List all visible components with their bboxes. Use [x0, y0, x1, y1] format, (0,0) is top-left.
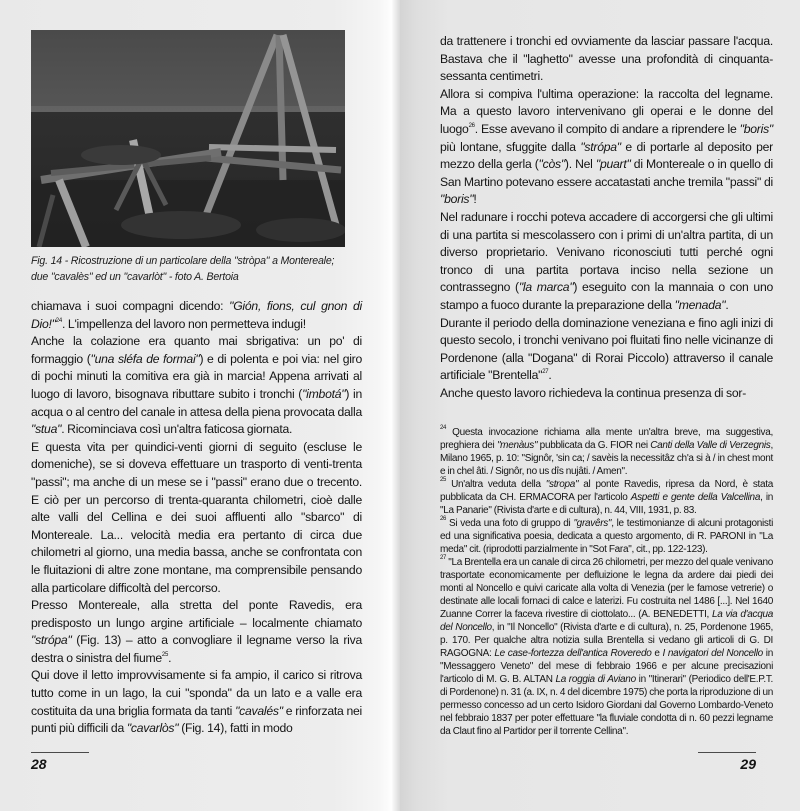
text-run: e: [651, 648, 663, 660]
page-number: 28: [31, 755, 47, 772]
text-run: Qui dove il letto improvvisamente si fa ampio, il carico si ritrova tutto come in un lago, la cui "sponda" da un lato e a valle era costituita da una briglia formata da tanti: [31, 668, 362, 718]
left-column: [31, 30, 362, 792]
right-column: [440, 33, 773, 792]
italic-term: Le case-fortezza dell'antica Roveredo: [494, 648, 652, 660]
text-run: ) e di polenta e poi via: nel giro di pochi minuti la comitiva era già in marcia! Appena arrivati al luogo di lavoro, bisognava ributtare subito i tronchi (: [31, 351, 363, 401]
text-run: in "Itinerari" (Periodico dell'E.P.T. di Pordenone) n. 31 (a. IX, n. 4 del dicembre 1975) che porta la riproduzione di un permesso concesso ad un certo Isidoro Giordani dal Governo Lombardo-Veneto nel febbraio 1837 per poter effettuare "la fluviale condotta di n. 60 pezzi legname da Claut fino al Partidor per il torrente Cellina".: [440, 674, 773, 738]
text-run: e di portarle al deposito per mezzo della gerla (: [440, 139, 773, 172]
text-run: Nel radunare i rocchi poteva accadere di accorgersi che gli ultimi di una partita si mescolassero con i primi di un'altra partita, di un diverso proprietario. Venivano riconosciuti tutti perché ogni tronco di una partita portava inciso nella sezione un contrassegno (: [440, 209, 773, 295]
text-run: ) in acqua o al centro del canale in attesa della piena provocata dalla: [31, 386, 362, 419]
footnote-marker: 25: [440, 477, 447, 484]
italic-term: "gravêrs": [573, 518, 612, 530]
right-body-text: [440, 33, 773, 402]
paragraph: [440, 209, 773, 315]
page-number-rule: [31, 752, 89, 753]
text-run: pubblicata da G. FIOR nei: [537, 440, 651, 452]
text-run: Allora si compiva l'ultima operazione: la raccolta del legname. Ma a questo lavoro intervenivano gli operai e le donne del luogo: [440, 86, 773, 136]
paragraph: [31, 597, 362, 667]
italic-term: "boris": [739, 121, 773, 136]
text-run: (Fig. 13) – atto a convogliare il legname verso la riva destra o sinistra del fiume: [31, 633, 362, 665]
italic-term: "strópa": [580, 139, 621, 154]
paragraph: [31, 667, 362, 737]
italic-term: Canti della Valle di Verzegnis: [650, 440, 771, 452]
figure-photo: [31, 30, 345, 247]
footnote: [440, 426, 773, 478]
footnote: [440, 517, 773, 556]
left-body-text: [31, 298, 362, 738]
italic-term: I navigatori del Noncello: [662, 648, 763, 660]
footnote: [440, 556, 773, 738]
italic-term: "cavarlòs": [126, 721, 179, 736]
photo-driftwood-structure: [31, 30, 345, 247]
footnote-marker: 27: [440, 555, 447, 562]
caption-line: due "cavalès" ed un "cavarlòt" - foto A. Bertoia: [31, 271, 239, 283]
paragraph: [31, 439, 362, 597]
book-gutter: [378, 0, 400, 811]
text-run: .: [548, 368, 552, 383]
text-run: E questa vita per quindici-venti giorni di seguito (escluse le domeniche), se si doveva effettuare un trasporto di venti-trenta "passi"; ma anche di un mese se i "passi" erano due o trecento. E ciò per un percorso di trenta-quaranta chilometri, cioè dalle alte valli del Cellina e dei suoi affluenti allo "sbarco" di Montereale. La... velocità media era pertanto di circa due chilometri al giorno, una media bassa, anche se confrontata con le fluitazioni di altre zone montane, ma comprensibile pensando alla particolare difficoltà del percorso.: [31, 439, 362, 595]
text-run: al ponte Ravedis, ripresa da Nord, è stata pubblicata da CH. ERMACORA per l'articolo: [440, 479, 773, 504]
footnote: [440, 478, 773, 517]
text-run: ). Nel: [564, 157, 596, 172]
text-run: , in "Il Noncello" (Rivista d'arte e di cultura), n. 25, Pordenone 1965, p. 170. Per qualche altra notizia sulla Brentella si vedano gli articoli di G. DI RAGOGNA:: [440, 622, 773, 660]
italic-term: Aspetti e gente della Valcellina: [630, 492, 761, 504]
text-run: , le testimonianze di alcuni protagonisti ed una significativa poesia, dedicata a questo argomento, di R. PARONI in "La meda" cit. (riprodotti parzialmente in "Sot Fara", cit., pp. 122-123).: [440, 518, 774, 556]
italic-term: "strópa": [31, 633, 72, 648]
italic-term: "boris": [440, 192, 474, 207]
italic-term: "una sléfa de formai": [90, 351, 200, 366]
italic-term: "menàus": [496, 440, 538, 452]
paragraph: [440, 86, 773, 209]
text-run: , in "La Panarie" (Rivista d'arte e di cultura), n. 44, VIII, 1931, p. 83.: [440, 492, 773, 517]
text-run: di Montereale o in quello di San Martino potevano essere accatastati anche tremila "passi" di: [440, 157, 773, 189]
paragraph: [440, 315, 773, 385]
text-run: . Ricominciava così un'altra faticosa giornata.: [61, 422, 293, 437]
text-run: Si veda una foto di gruppo di: [446, 518, 574, 530]
text-run: da trattenere i tronchi ed ovviamente da lasciar passare l'acqua. Bastava che il "laghetto" avesse una profondità di cinquanta-sessanta centimetri.: [440, 34, 773, 84]
page-number-rule: [698, 752, 756, 753]
italic-term: "stua": [31, 422, 62, 437]
text-run: ) eseguito con la mannaia o con uno stampo a fuoco durante la preparazione della: [440, 280, 773, 312]
text-run: Presso Montereale, alla stretta del ponte Ravedis, era predisposto un lungo argine artificiale – localmente chiamato: [31, 598, 362, 630]
paragraph: [31, 333, 362, 439]
text-run: Anche questo lavoro richiedeva la continua presenza di sor-: [440, 385, 747, 400]
italic-term: "la marca": [518, 280, 574, 295]
text-run: Anche la colazione era quanto mai sbrigativa: un po' di formaggio (: [31, 334, 362, 366]
italic-term: "cavalés": [235, 703, 283, 718]
italic-term: La via d'acqua del Noncello: [440, 609, 773, 634]
text-run: (Fig. 14), fatti in modo: [178, 721, 293, 736]
text-run: chiamava i suoi compagni dicendo:: [31, 299, 230, 313]
text-run: Durante il periodo della dominazione veneziana e fino agli inizi di questo secolo, i tronchi venivano poi fluitati fino nelle vicinanze di Pordenone (alla "Dogana" di Rorai Piccolo) attraverso il canale artificiale "Brentella": [440, 315, 773, 383]
page-number: 29: [740, 756, 756, 773]
italic-term: "stropa": [545, 479, 579, 491]
text-run: , Milano 1965, p. 10: "Signôr, 'sin ca; / savèis la necessitâz ch'a si à / in chest mont e in chel âti. / Signôr, no us dîs nujâti. / Amen".: [440, 440, 773, 478]
italic-term: "puart": [595, 157, 631, 172]
footnote-marker: 26: [468, 122, 475, 129]
text-run: .: [168, 650, 172, 665]
italic-term: La roggia di Aviano: [555, 674, 636, 686]
footnote-marker: 25: [161, 651, 169, 658]
footnote-marker: 27: [542, 369, 549, 376]
right-footer: [440, 752, 773, 792]
left-footer: [31, 752, 362, 792]
footnotes: [440, 426, 773, 738]
italic-term: "còs": [538, 157, 565, 172]
footnote-marker: 24: [55, 317, 62, 324]
caption-line: Fig. 14 - Ricostruzione di un particolare della "stròpa" a Montereale;: [31, 255, 335, 267]
text-run: e rinforzata nei punti più difficili da: [31, 703, 362, 736]
paragraph: [31, 298, 362, 333]
italic-term: "Gión, fions, cul gnon di Dio!": [31, 299, 363, 331]
text-run: . L'impellenza del lavoro non permetteva indugi!: [61, 316, 306, 331]
text-run: Questa invocazione richiama alla mente un'altra breve, ma suggestiva, preghiera dei: [440, 427, 773, 452]
figure-caption: [31, 253, 362, 285]
italic-term: "menada": [674, 297, 726, 312]
paragraph: [440, 33, 773, 86]
paragraph: [440, 385, 773, 403]
text-run: !: [473, 192, 477, 207]
footnote-marker: 24: [440, 425, 447, 432]
text-run: più lontane, sfuggite dalla: [440, 139, 581, 154]
text-run: in "Messaggero Veneto" del mese di febbraio 1966 e per alcune precisazioni l'articolo di M. G. B. ALTAN: [440, 648, 773, 686]
text-run: . Esse avevano il compito di andare a riprendere le: [474, 121, 740, 136]
text-run: .: [725, 297, 729, 312]
italic-term: "imbotá": [302, 386, 346, 401]
text-run: "La Brentella era un canale di circa 26 chilometri, per mezzo del quale venivano trasportate economicamente per defluizione le legna da ardere dai piedi dei monti al Noncello e quivi caricate alla volta di Venezia (per le famose vetrerie) o destinate alle locali fornaci di calce e laterizi. Fu costruita nel 1486 [...]. Nel 1640 Zuanne Correr la faceva rivestire di ciottolato... (A. BENEDETTI,: [440, 557, 773, 621]
footnote-marker: 26: [440, 516, 447, 523]
text-run: Un'altra veduta della: [446, 479, 546, 491]
